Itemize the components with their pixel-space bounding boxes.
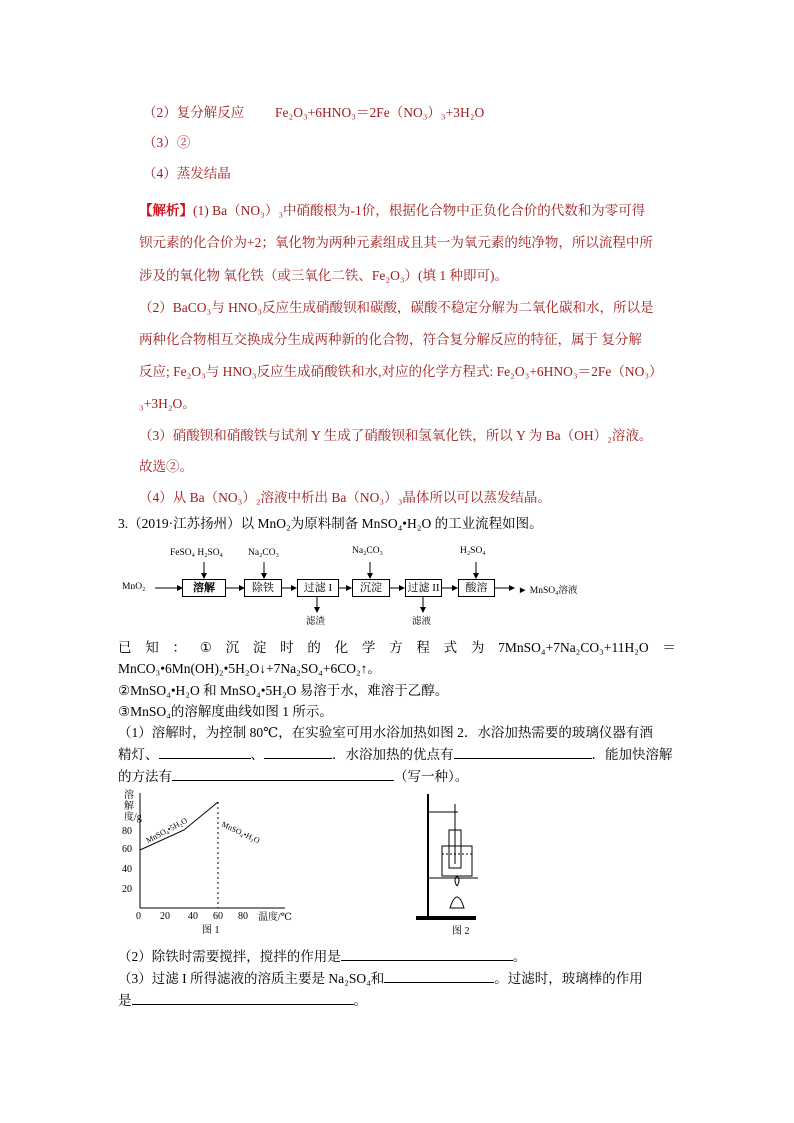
known-line-3: ②MnSO₄•H₂O 和 MnSO₄•5H₂O 易溶于水，难溶于乙醇。: [118, 683, 449, 698]
sub-q1-text: （写一种）。: [394, 769, 469, 784]
flow-reagent-2: Na₂CO₃: [248, 548, 279, 558]
known-char: 淀: [252, 640, 267, 655]
answer-blank-5[interactable]: [341, 948, 513, 961]
known-char: 时: [280, 640, 294, 655]
fig1-xtick: 20: [160, 911, 170, 922]
fig1-curve1-label: MnSO₄•5H₂O: [144, 815, 189, 846]
known-char: 式: [443, 640, 458, 655]
sub-q1-text: 精灯、: [118, 747, 159, 762]
flow-output-residue: 滤渣: [306, 617, 326, 627]
sub-q3-text: 。过滤时，玻璃棒的作用: [494, 971, 643, 986]
fig1-xtick: 0: [136, 911, 141, 922]
answer-blank-3[interactable]: [454, 746, 592, 759]
fig1-ytick: 80: [122, 826, 132, 837]
sub-q2-text: （2）除铁时需要搅拌，搅拌的作用是: [118, 949, 341, 964]
figure-1-solubility-chart: [120, 788, 292, 936]
flow-step-filter-2: 过滤 II: [405, 579, 442, 597]
answer-4: （4）蒸发结晶: [143, 166, 231, 181]
flow-reagent-4: H₂SO₄: [460, 546, 486, 556]
known-char: 学: [361, 640, 376, 655]
stand-base: [416, 916, 476, 920]
fig1-xtick: 80: [238, 911, 248, 922]
answer-blank-7[interactable]: [132, 992, 354, 1005]
answer-2-equation: Fe₂O₃+6HNO₃＝2Fe（NO₃）₃+3H₂O: [275, 105, 485, 120]
answer-blank-6[interactable]: [384, 970, 494, 983]
analysis-p4-l1: （4）从 Ba（NO₃）₂溶液中析出 Ba（NO₃）₃晶体所以可以蒸发结晶。: [139, 490, 551, 505]
fig1-xtick: 60: [213, 911, 223, 922]
beaker: [442, 846, 472, 876]
figure-2-water-bath: [412, 790, 512, 937]
sub-q3-text: 是: [118, 993, 132, 1008]
known-char: 方: [389, 640, 403, 655]
fig1-ytick: 20: [122, 884, 132, 895]
flow-input: MnO₂: [122, 582, 146, 592]
analysis-p2-l1: （2）BaCO₃与 HNO₃反应生成硝酸钡和碳酸，碳酸不稳定分解为二氧化碳和水，所以是: [139, 300, 654, 315]
flow-reagent-3: Na₂CO₃: [352, 546, 383, 556]
sub-q1-line-c: [118, 768, 468, 786]
apparatus-svg: [412, 790, 512, 930]
known-char: 为: [470, 640, 485, 655]
flow-product: ► MnSO₄溶液: [518, 586, 578, 596]
known-char: 沉: [225, 640, 240, 655]
analysis-p1-l2: 钡元素的化合价为+2；氧化物为两种元素组成且其一为氧元素的纯净物，所以流程中所: [139, 235, 653, 250]
fig1-ytick: 60: [122, 844, 132, 855]
known-char: 化: [334, 640, 349, 655]
sub-q2: [118, 948, 526, 966]
flow-product-label: MnSO₄溶液: [529, 586, 578, 596]
fig1-xlabel: 温度/℃: [258, 912, 292, 923]
sub-q2-text: 。: [512, 949, 527, 964]
known-equation-left: 7MnSO₄+7Na₂CO₃+11H₂O: [498, 640, 649, 655]
fig1-xtick: 40: [188, 911, 198, 922]
flow-step-remove-iron: 除铁: [244, 579, 282, 597]
flow-reagent-1: FeSO₄ H₂SO₄: [170, 548, 223, 558]
known-char: ①: [199, 640, 212, 655]
known-char: ：: [172, 640, 186, 655]
fig1-ytick: 40: [122, 864, 132, 875]
answer-blank-4[interactable]: [172, 768, 394, 781]
analysis-tag: 【解析】: [139, 203, 193, 218]
sub-q1-line-b: [118, 746, 673, 764]
known-char: 程: [416, 640, 430, 655]
question-3-title: 3.（2019·江苏扬州）以 MnO₂为原料制备 MnSO₄•H₂O 的工业流程如图。: [118, 516, 543, 531]
answer-2: [143, 104, 484, 122]
flow-step-acid-dissolve: 酸溶: [458, 579, 495, 597]
sub-q3-text: （3）过滤 I 所得滤液的溶质主要是 Na₂SO₄和: [118, 971, 385, 986]
known-char: 已: [118, 640, 132, 655]
process-flow-diagram: [120, 540, 640, 630]
sub-q1-line-a: （1）溶解时，为控制 80℃，在实验室可用水浴加热如图 2．水浴加热需要的玻璃仪器有酒: [118, 725, 653, 740]
known-equals: ＝: [662, 640, 676, 655]
analysis-p2-l3: 反应; Fe₂O₃与 HNO₃反应生成硝酸铁和水,对应的化学方程式: Fe₂O₃+6HNO₃＝2Fe（NO₃）: [139, 364, 663, 379]
analysis-p3-l1: （3）硝酸钡和硝酸铁与试剂 Y 生成了硝酸钡和氢氧化铁，所以 Y 为 Ba（OH）₂溶液。: [139, 428, 653, 443]
analysis-p2-l4: ₃+3H₂O。: [139, 396, 196, 411]
alcohol-lamp: [450, 897, 464, 908]
answer-blank-2[interactable]: [264, 746, 332, 759]
sub-q3-line-a: [118, 970, 643, 988]
analysis-p1-l3: 涉及的氧化物 氧化铁（或三氧化二铁、Fe₂O₃）(填 1 种即可)。: [139, 268, 509, 283]
fig1-ylabel: 溶解度/g: [124, 790, 142, 823]
answer-3: （3）②: [143, 135, 191, 150]
analysis-p3-l2: 故选②。: [139, 459, 193, 474]
fig1-curve2-label: MnSO₄•H₂O: [220, 819, 262, 846]
sub-q3-line-b: [118, 992, 367, 1010]
known-line-4: ③MnSO₄的溶解度曲线如图 1 所示。: [118, 704, 333, 719]
solubility-chart-svg: [120, 788, 290, 928]
sub-q3-text: 。: [353, 993, 367, 1008]
flow-output-filtrate: 滤液: [412, 617, 432, 627]
fig2-caption: 图 2: [452, 926, 470, 937]
sub-q1-text: ．能加快溶解: [591, 747, 673, 762]
flow-step-precipitate: 沉淀: [352, 579, 390, 597]
flow-step-dissolve: 溶解: [182, 579, 226, 597]
analysis-text: (1) Ba（NO₃）₃中硝酸根为-1价，根据化合物中正负化合价的代数和为零可得: [193, 203, 646, 218]
sub-q1-text: 、: [250, 747, 264, 762]
sub-q1-text: ．水浴加热的优点有: [332, 747, 454, 762]
flow-step-filter-1: 过滤 I: [297, 579, 339, 597]
known-char: 知: [145, 640, 159, 655]
known-char: 的: [307, 640, 321, 655]
fig1-caption: 图 1: [202, 925, 220, 936]
analysis-p2-l2: 两种化合物相互交换成分生成两种新的化合物，符合复分解反应的特征，属于 复分解: [139, 332, 642, 347]
answer-2-label: （2）复分解反应: [143, 105, 245, 120]
known-line-2: MnCO₃•6Mn(OH)₂•5H₂O↓+7Na₂SO₄+6CO₂↑。: [118, 661, 381, 676]
known-line-1: [118, 639, 676, 657]
sub-q1-text: 的方法有: [118, 769, 172, 784]
analysis-p1-l1: [139, 202, 645, 220]
answer-blank-1[interactable]: [159, 746, 251, 759]
